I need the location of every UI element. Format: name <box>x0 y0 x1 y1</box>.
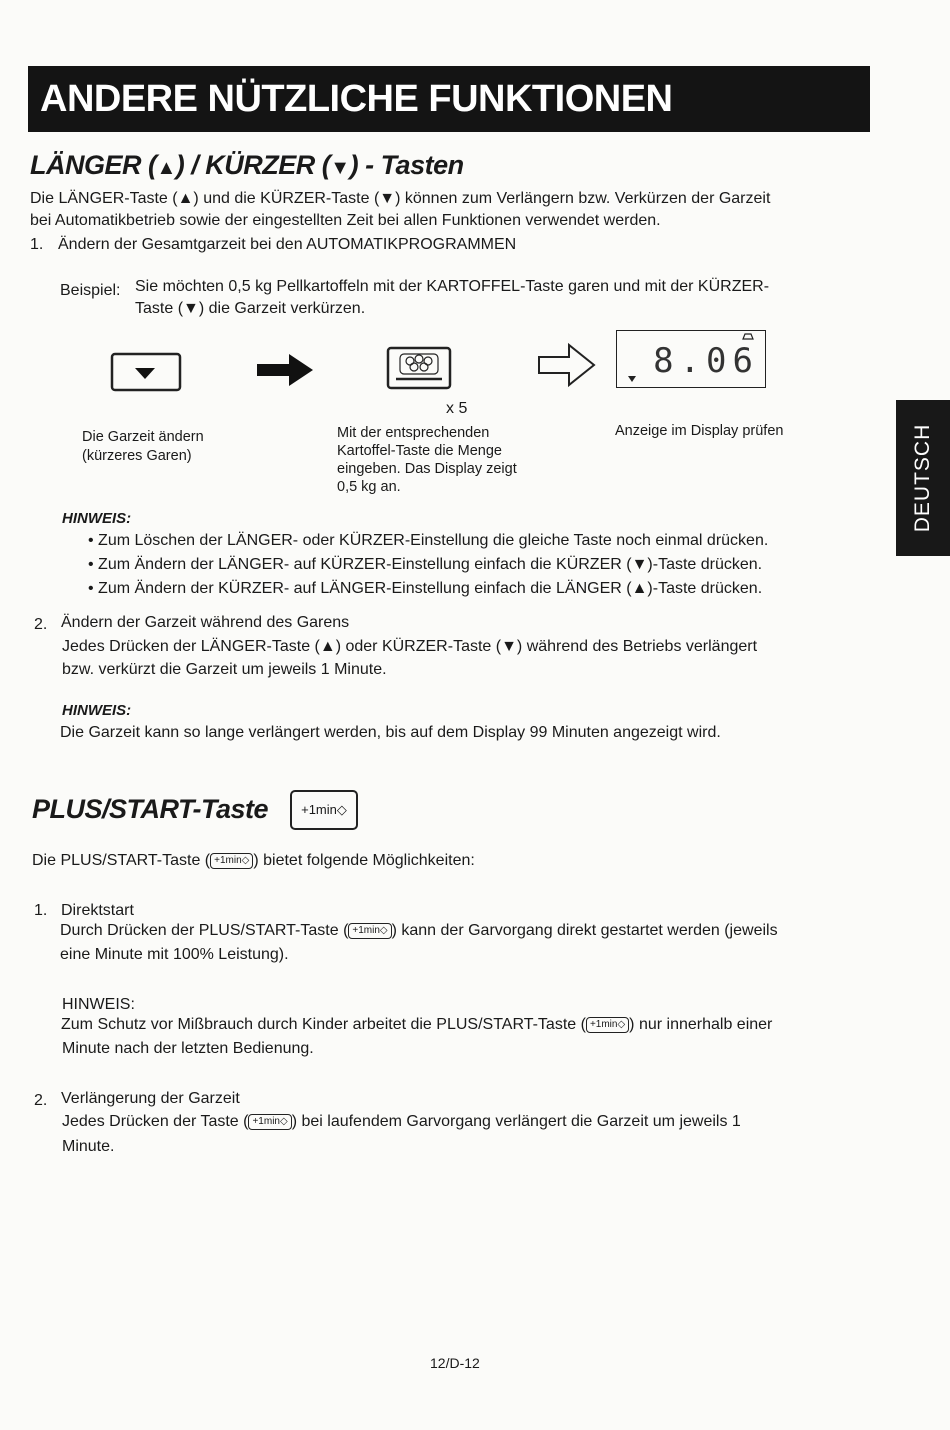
sec2-item1-line-2: eine Minute mit 100% Leistung). <box>60 946 289 963</box>
sec2-hinweis-heading: HINWEIS: <box>62 996 135 1013</box>
plus-start-key-icon: +1min◇ <box>586 1017 629 1033</box>
outline-arrow-icon <box>536 342 598 388</box>
title-part: ) - Tasten <box>349 150 464 180</box>
sec2-item2-b: ) bei laufendem Garvorgang verlängert die Garzeit um jeweils 1 <box>291 1113 741 1130</box>
display-value: 8.06 <box>653 341 759 381</box>
sec2-hinweis-b: ) nur innerhalb einer <box>629 1016 773 1033</box>
example-label: Beispiel: <box>60 282 121 299</box>
item2-body-1: Jedes Drücken der LÄNGER-Taste (▲) oder KÜRZER-Taste (▼) während des Betriebs verlängert <box>62 638 758 655</box>
plus-start-key-icon: +1min◇ <box>348 923 391 939</box>
solid-arrow-icon <box>255 352 315 388</box>
section-title-laenger-kuerzer <box>30 150 464 181</box>
intro-line-1: Die LÄNGER-Taste (▲) und die KÜRZER-Taste (▼) können zum Verlängern bzw. Verkürzen der Garzeit <box>30 190 771 207</box>
page-banner-title: ANDERE NÜTZLICHE FUNKTIONEN <box>28 66 870 132</box>
sec2-item2-number: 2. <box>34 1092 48 1109</box>
hinweis-heading: HINWEIS: <box>62 702 132 719</box>
sec2-item2-line-1 <box>62 1111 741 1133</box>
caption-1-line-2: (kürzeres Garen) <box>82 448 192 464</box>
title-part: ) / KÜRZER ( <box>175 150 331 180</box>
sec2-item1-a: Durch Drücken der PLUS/START-Taste ( <box>60 922 349 939</box>
item1-text: Ändern der Gesamtgarzeit bei den AUTOMATIKPROGRAMMEN <box>58 236 517 253</box>
kuerzer-key-icon <box>110 352 184 394</box>
up-arrow-icon: ▲ <box>156 157 176 179</box>
hinweis-bullet-1: • Zum Löschen der LÄNGER- oder KÜRZER-Einstellung die gleiche Taste noch einmal drücken. <box>88 530 768 552</box>
intro-line-2: bei Automatikbetrieb sowie der eingestellten Zeit bei allen Funktionen verwendet werden. <box>30 212 661 229</box>
cook-indicator-icon <box>741 329 755 341</box>
hinweis-2-text: Die Garzeit kann so lange verlängert werden, bis auf dem Display 99 Minuten angezeigt wird. <box>60 724 721 741</box>
hinweis-bullet-3: • Zum Ändern der KÜRZER- auf LÄNGER-Einstellung einfach die LÄNGER (▲)-Taste drücken. <box>88 578 762 600</box>
sec2-item1-title: Direktstart <box>61 902 134 919</box>
item2-body-2: bzw. verkürzt die Garzeit um jeweils 1 Minute. <box>62 661 387 678</box>
sec2-item1-line-1 <box>60 920 778 942</box>
caption-1-line-1: Die Garzeit ändern <box>82 429 204 445</box>
language-tab-label: DEUTSCH <box>911 423 934 533</box>
caption-2-line-1: Mit der entsprechenden <box>337 425 490 441</box>
kartoffel-key-icon <box>386 346 454 392</box>
plus-start-key-icon: +1min◇ <box>248 1114 291 1130</box>
sec2-item2-a: Jedes Drücken der Taste ( <box>62 1113 249 1130</box>
plus-start-key-icon: +1min◇ <box>210 853 253 869</box>
section-title-plus-start: PLUS/START-Taste <box>32 794 269 824</box>
page-number: 12/D-12 <box>430 1355 480 1371</box>
press-count: x 5 <box>446 400 468 417</box>
down-indicator-icon <box>627 375 637 383</box>
sec2-intro <box>32 850 475 872</box>
language-tab <box>896 400 950 556</box>
item1-number: 1. <box>30 236 44 253</box>
caption-3: Anzeige im Display prüfen <box>615 423 784 439</box>
sec2-item1-b: ) kann der Garvorgang direkt gestartet werden (jeweils <box>391 922 778 939</box>
caption-2-line-3: eingeben. Das Display zeigt <box>337 461 517 477</box>
sec2-intro-b: ) bietet folgende Möglichkeiten: <box>253 852 475 869</box>
sec2-item2-title: Verlängerung der Garzeit <box>61 1090 240 1107</box>
caption-2-line-4: 0,5 kg an. <box>337 479 401 495</box>
sec2-hinweis-a: Zum Schutz vor Mißbrauch durch Kinder arbeitet die PLUS/START-Taste ( <box>61 1016 586 1033</box>
sec2-intro-a: Die PLUS/START-Taste ( <box>32 852 211 869</box>
hinweis-heading: HINWEIS: <box>62 510 132 527</box>
lcd-display <box>616 330 766 388</box>
sec2-item2-line-2: Minute. <box>62 1138 115 1155</box>
title-part: LÄNGER ( <box>30 150 157 180</box>
example-line-1: Sie möchten 0,5 kg Pellkartoffeln mit der KARTOFFEL-Taste garen und mit der KÜRZER- <box>135 278 770 295</box>
plus-start-key-icon: +1min◇ <box>290 790 358 830</box>
sec2-hinweis-line-2: Minute nach der letzten Bedienung. <box>62 1040 314 1057</box>
item2-number: 2. <box>34 616 48 633</box>
item2-text: Ändern der Garzeit während des Garens <box>61 614 350 631</box>
sec2-hinweis-line-1 <box>61 1014 772 1036</box>
hinweis-bullet-2: • Zum Ändern der LÄNGER- auf KÜRZER-Einstellung einfach die KÜRZER (▼)-Taste drücken. <box>88 554 762 576</box>
down-arrow-icon: ▼ <box>330 157 350 179</box>
sec2-item1-number: 1. <box>34 902 48 919</box>
example-line-2: Taste (▼) die Garzeit verkürzen. <box>135 300 366 317</box>
caption-2-line-2: Kartoffel-Taste die Menge <box>337 443 502 459</box>
